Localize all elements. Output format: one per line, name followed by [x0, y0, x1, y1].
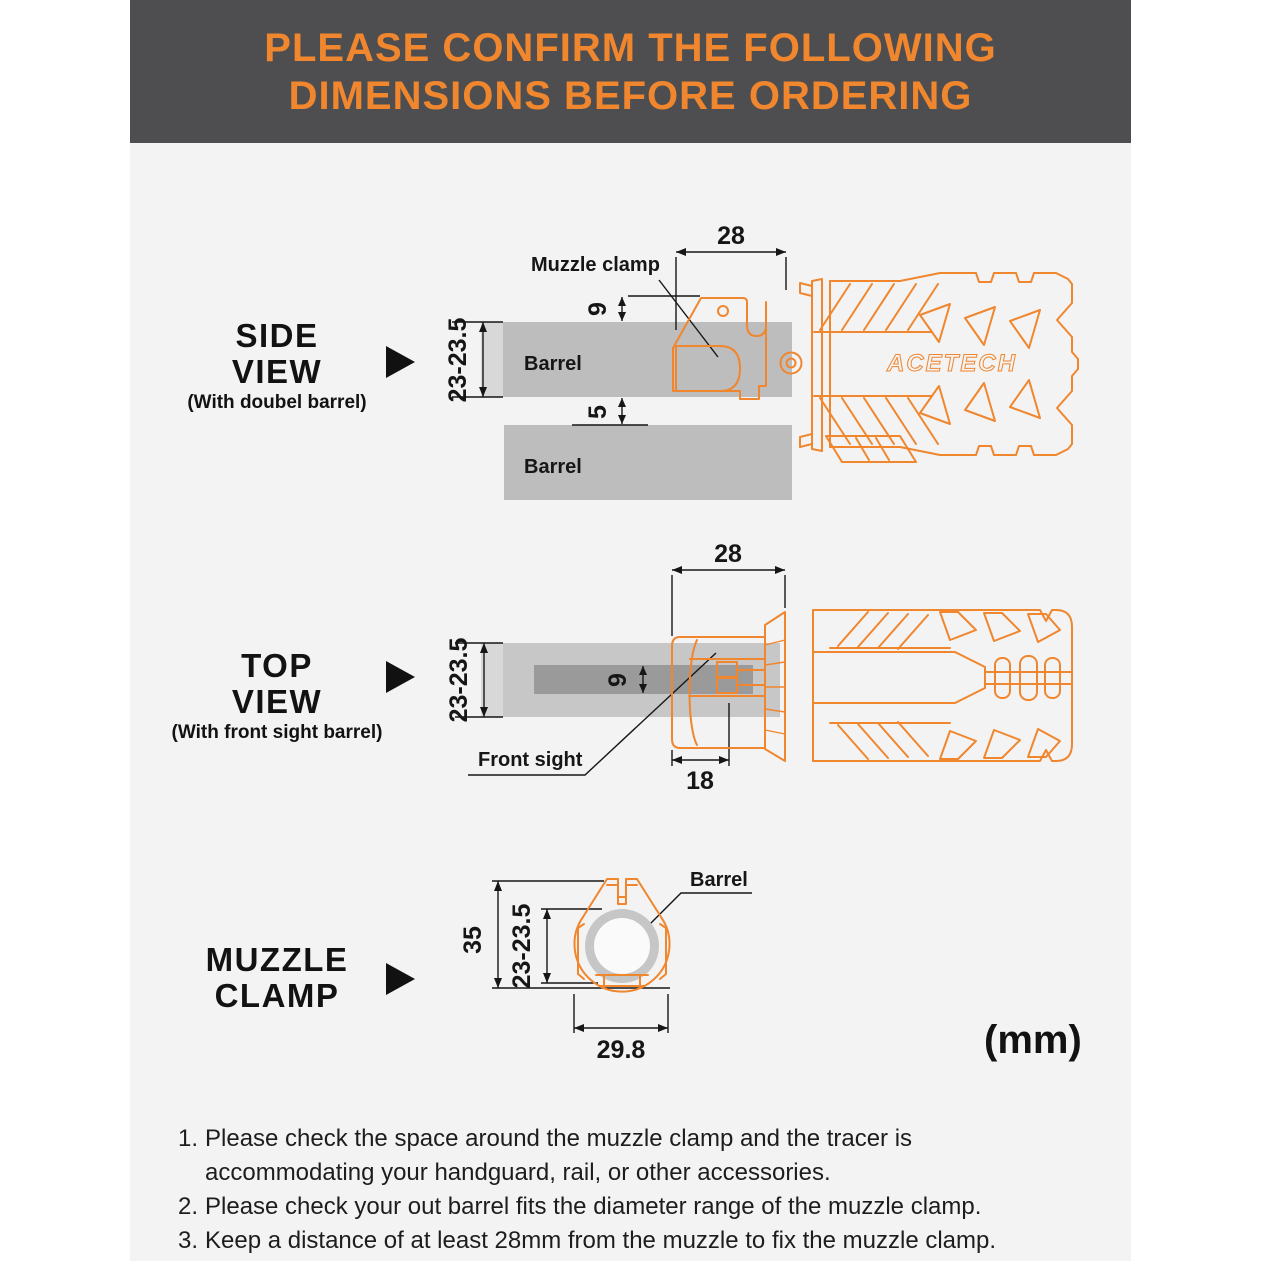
svg-text:18: 18: [686, 767, 714, 795]
top-view-drawing: [430, 540, 1100, 800]
brand-logo: ACETECH: [886, 350, 1018, 377]
note-3-number: 3.: [177, 1227, 198, 1254]
header-banner: [130, 0, 1131, 143]
header-title-line2: DIMENSIONS BEFORE ORDERING: [288, 73, 973, 118]
top-view-title-line2: VIEW: [231, 683, 323, 720]
note-3: [168, 1224, 996, 1258]
top-view-subtitle: (With front sight barrel): [171, 722, 383, 743]
svg-text:9: 9: [584, 302, 612, 316]
muzzle-clamp-drawing: [450, 860, 780, 1072]
muzzle-clamp-label: Muzzle clamp: [531, 254, 660, 276]
svg-text:5: 5: [584, 405, 612, 419]
clamp-barrel-label: Barrel: [690, 869, 748, 891]
side-view-title-line2: VIEW: [231, 353, 323, 390]
side-view-title-line1: SIDE: [235, 317, 319, 354]
svg-text:23-23.5: 23-23.5: [445, 637, 473, 723]
top-tracer-body: [765, 610, 1072, 761]
clamp-dim-outer-width: [574, 994, 668, 1064]
notes-list: [168, 1122, 996, 1258]
muzzle-clamp-pointer-icon: [386, 963, 415, 995]
note-2-number: 2.: [177, 1193, 198, 1220]
svg-text:29.8: 29.8: [596, 1036, 646, 1064]
side-barrel-lower-label: Barrel: [524, 456, 582, 478]
svg-text:9: 9: [604, 673, 632, 687]
side-dim-above-barrel: [584, 296, 700, 321]
header-title-line1: PLEASE CONFIRM THE FOLLOWING: [264, 25, 997, 70]
side-view-subtitle: (With doubel barrel): [187, 392, 367, 413]
muzzle-clamp-title-line2: CLAMP: [214, 977, 340, 1014]
svg-text:35: 35: [459, 926, 487, 954]
unit-note: (mm): [984, 1018, 1082, 1062]
side-dim-below-barrel: [572, 398, 648, 425]
side-view-barrels: [481, 322, 792, 500]
muzzle-clamp-title-line1: MUZZLE: [205, 941, 349, 978]
note-3-line-1: Keep a distance of at least 28mm from the muzzle to fix the muzzle clamp.: [205, 1227, 997, 1254]
side-view-title-block: [166, 318, 388, 414]
note-1-line-1: Please check the space around the muzzle clamp and the tracer is: [205, 1125, 913, 1152]
side-view-drawing: [430, 225, 1100, 517]
note-2-line-1: Please check your out barrel fits the diameter range of the muzzle clamp.: [205, 1193, 982, 1220]
svg-text:23-23.5: 23-23.5: [444, 317, 472, 403]
top-dim-clamp-length: [672, 540, 785, 636]
top-view-pointer-icon: [386, 661, 415, 693]
svg-text:28: 28: [714, 540, 742, 568]
clamp-barrel-ring: [585, 909, 659, 983]
svg-text:28: 28: [717, 225, 745, 250]
svg-text:23-23.5: 23-23.5: [508, 903, 536, 989]
note-1-number: 1.: [177, 1125, 198, 1152]
top-view-title-block: [166, 648, 388, 744]
note-1: [168, 1122, 996, 1190]
side-view-pointer-icon: [386, 346, 415, 378]
muzzle-clamp-title-block: [166, 942, 388, 1014]
note-1-line-2: accommodating your handguard, rail, or other accessories.: [205, 1159, 831, 1186]
side-barrel-upper-label: Barrel: [524, 353, 582, 375]
top-view-title-line1: TOP: [241, 647, 313, 684]
front-sight-label: Front sight: [478, 749, 583, 771]
note-2: [168, 1190, 996, 1224]
